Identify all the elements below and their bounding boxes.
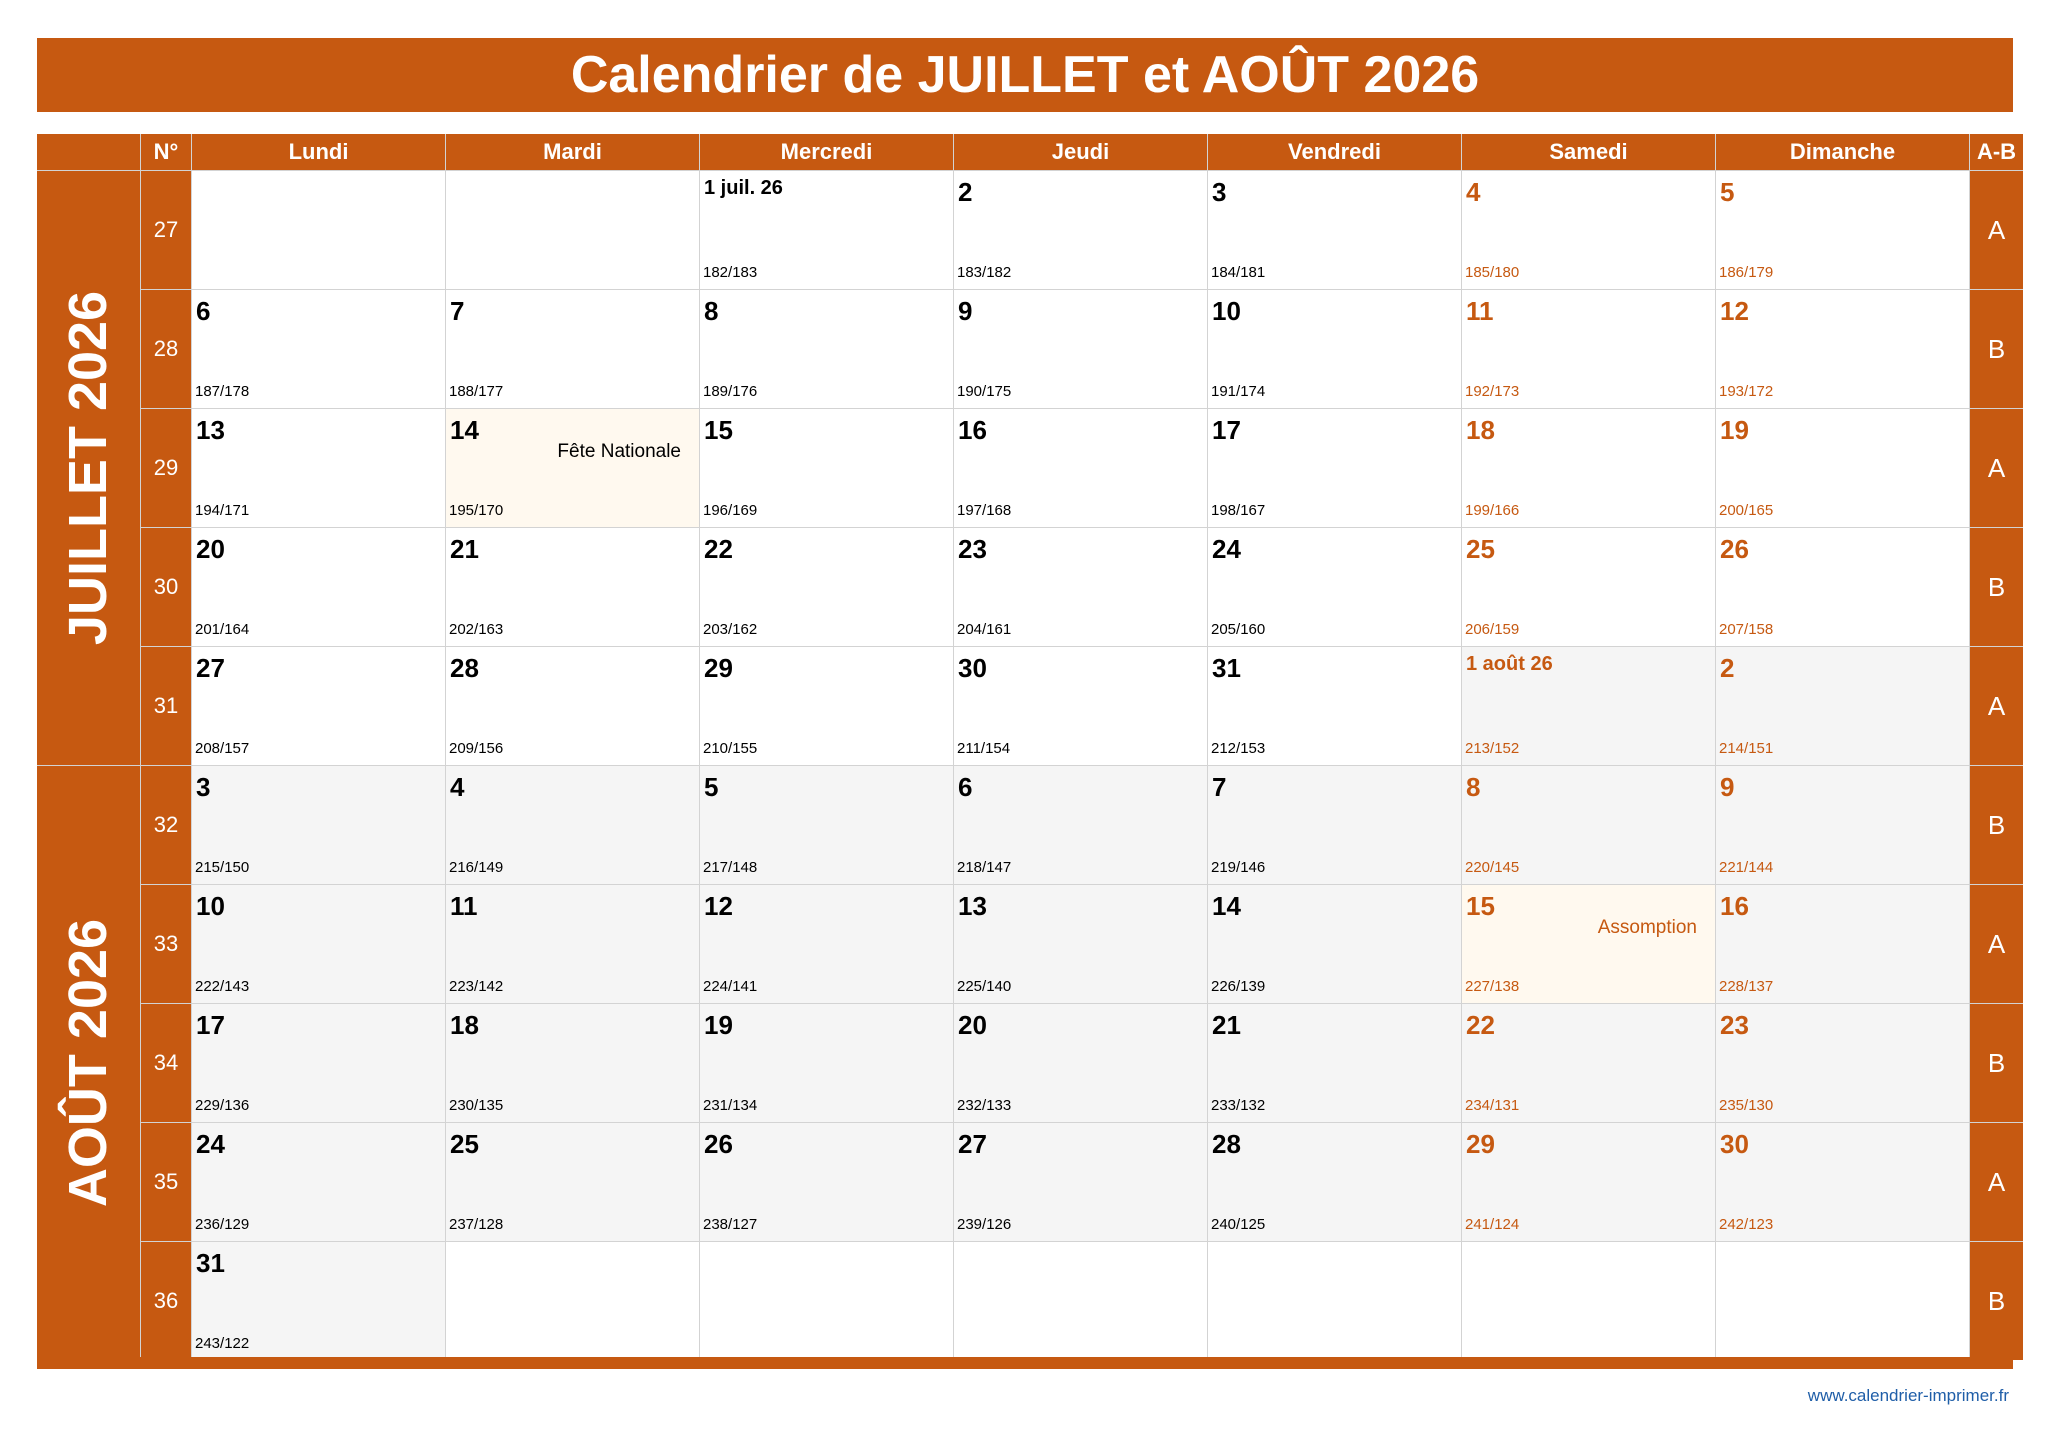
day-cell	[700, 1123, 953, 1241]
day-number: 13	[958, 891, 987, 921]
day-ordinal: 233/132	[1211, 1097, 1266, 1114]
holiday-name: Fête Nationale	[557, 441, 681, 462]
day-cell	[1716, 885, 1969, 1003]
day-ordinal: 214/151	[1719, 740, 1774, 757]
day-cell	[1716, 290, 1969, 408]
day-cell	[1716, 1123, 1969, 1241]
day-cell	[1462, 766, 1715, 884]
day-cell	[1716, 171, 1969, 289]
day-number: 31	[1212, 653, 1241, 683]
day-ordinal: 193/172	[1719, 383, 1774, 400]
day-ordinal: 227/138	[1465, 978, 1520, 995]
day-number: 16	[1720, 891, 1749, 921]
day-number: 18	[1466, 415, 1495, 445]
day-cell	[1716, 647, 1969, 765]
day-number: 29	[704, 653, 733, 683]
day-number: 6	[958, 772, 973, 802]
ab-week-label: B	[1970, 766, 2023, 884]
day-ordinal: 243/122	[195, 1335, 250, 1352]
day-number: 2	[958, 177, 973, 207]
ab-week-label: A	[1970, 647, 2023, 765]
day-ordinal: 225/140	[957, 978, 1012, 995]
day-ordinal: 210/155	[703, 740, 758, 757]
day-number: 26	[1720, 534, 1749, 564]
day-cell	[700, 766, 953, 884]
day-ordinal: 205/160	[1211, 621, 1266, 638]
empty-day-cell	[700, 1242, 953, 1360]
day-cell	[700, 528, 953, 646]
day-number: 6	[196, 296, 211, 326]
day-cell	[446, 290, 699, 408]
empty-day-cell	[1716, 1242, 1969, 1360]
day-ordinal: 182/183	[703, 264, 758, 281]
day-ordinal: 184/181	[1211, 264, 1266, 281]
day-ordinal: 208/157	[195, 740, 250, 757]
day-number: 7	[1212, 772, 1227, 802]
day-cell	[1462, 1004, 1715, 1122]
day-number: 8	[704, 296, 719, 326]
day-ordinal: 218/147	[957, 859, 1012, 876]
day-ordinal: 197/168	[957, 502, 1012, 519]
day-number: 21	[450, 534, 479, 564]
day-number: 20	[958, 1010, 987, 1040]
ab-week-label: B	[1970, 1242, 2023, 1360]
day-ordinal: 207/158	[1719, 621, 1774, 638]
day-cell	[1462, 171, 1715, 289]
day-ordinal: 222/143	[195, 978, 250, 995]
day-number: 1 juil. 26	[704, 177, 783, 199]
day-number: 20	[196, 534, 225, 564]
day-number: 23	[958, 534, 987, 564]
week-number: 34	[141, 1004, 191, 1122]
day-number: 16	[958, 415, 987, 445]
day-ordinal: 224/141	[703, 978, 758, 995]
day-cell	[192, 766, 445, 884]
day-ordinal: 198/167	[1211, 502, 1266, 519]
day-number: 14	[1212, 891, 1241, 921]
day-ordinal: 189/176	[703, 383, 758, 400]
day-ordinal: 185/180	[1465, 264, 1520, 281]
day-cell	[192, 885, 445, 1003]
day-cell	[1208, 766, 1461, 884]
day-ordinal: 223/142	[449, 978, 504, 995]
day-cell	[954, 885, 1207, 1003]
day-ordinal: 237/128	[449, 1216, 504, 1233]
day-number: 27	[958, 1129, 987, 1159]
day-header-jeudi: Jeudi	[954, 134, 1207, 170]
day-number: 31	[196, 1248, 225, 1278]
day-number: 11	[1466, 296, 1494, 326]
day-ordinal: 203/162	[703, 621, 758, 638]
day-cell	[954, 1004, 1207, 1122]
calendar-grid	[37, 134, 2023, 1360]
week-number: 27	[141, 171, 191, 289]
day-ordinal: 241/124	[1465, 1216, 1520, 1233]
day-number: 21	[1212, 1010, 1241, 1040]
empty-day-cell	[446, 1242, 699, 1360]
day-cell	[1208, 528, 1461, 646]
day-number: 15	[1466, 891, 1495, 921]
day-cell	[192, 409, 445, 527]
day-cell	[700, 409, 953, 527]
day-cell	[1208, 885, 1461, 1003]
day-header-mercredi: Mercredi	[700, 134, 953, 170]
day-ordinal: 199/166	[1465, 502, 1520, 519]
empty-day-cell	[446, 171, 699, 289]
day-ordinal: 239/126	[957, 1216, 1012, 1233]
ab-week-label: B	[1970, 528, 2023, 646]
month-label	[37, 171, 140, 765]
month-label	[37, 766, 140, 1360]
day-cell	[1462, 647, 1715, 765]
day-cell	[1716, 766, 1969, 884]
day-cell	[1208, 647, 1461, 765]
day-ordinal: 183/182	[957, 264, 1012, 281]
week-number: 28	[141, 290, 191, 408]
day-cell	[700, 885, 953, 1003]
day-number: 30	[958, 653, 987, 683]
ab-header: A-B	[1970, 134, 2023, 170]
month-label-text: AOÛT 2026	[58, 918, 119, 1208]
corner-header	[37, 134, 140, 170]
day-ordinal: 235/130	[1719, 1097, 1774, 1114]
day-cell	[954, 409, 1207, 527]
day-header-lundi: Lundi	[192, 134, 445, 170]
day-cell	[954, 528, 1207, 646]
week-number: 35	[141, 1123, 191, 1241]
day-cell	[1716, 409, 1969, 527]
day-ordinal: 219/146	[1211, 859, 1266, 876]
day-number: 8	[1466, 772, 1481, 802]
day-cell	[192, 1242, 445, 1360]
day-number: 12	[1720, 296, 1749, 326]
day-cell	[1208, 290, 1461, 408]
day-ordinal: 211/154	[957, 740, 1011, 757]
day-ordinal: 228/137	[1719, 978, 1774, 995]
day-number: 22	[704, 534, 733, 564]
day-ordinal: 187/178	[195, 383, 250, 400]
week-number: 33	[141, 885, 191, 1003]
day-ordinal: 231/134	[703, 1097, 758, 1114]
day-ordinal: 186/179	[1719, 264, 1774, 281]
week-number: 31	[141, 647, 191, 765]
day-ordinal: 221/144	[1719, 859, 1774, 876]
ab-week-label: B	[1970, 290, 2023, 408]
day-number: 10	[196, 891, 225, 921]
day-number: 24	[196, 1129, 225, 1159]
week-number: 36	[141, 1242, 191, 1360]
empty-day-cell	[1462, 1242, 1715, 1360]
day-number: 9	[958, 296, 973, 326]
website-link[interactable]: www.calendrier-imprimer.fr	[1807, 1386, 2009, 1405]
day-cell	[954, 290, 1207, 408]
day-number: 30	[1720, 1129, 1749, 1159]
day-number: 4	[1466, 177, 1481, 207]
day-ordinal: 238/127	[703, 1216, 758, 1233]
day-number: 14	[450, 415, 479, 445]
day-number: 10	[1212, 296, 1241, 326]
day-cell	[446, 1123, 699, 1241]
day-ordinal: 201/164	[195, 621, 250, 638]
day-number: 19	[704, 1010, 733, 1040]
day-number: 24	[1212, 534, 1241, 564]
empty-day-cell	[1208, 1242, 1461, 1360]
day-number: 18	[450, 1010, 479, 1040]
day-cell	[954, 1123, 1207, 1241]
day-number: 25	[450, 1129, 479, 1159]
day-cell	[446, 1004, 699, 1122]
week-number: 29	[141, 409, 191, 527]
day-cell	[446, 409, 699, 527]
day-ordinal: 230/135	[449, 1097, 504, 1114]
day-ordinal: 226/139	[1211, 978, 1266, 995]
day-ordinal: 209/156	[449, 740, 504, 757]
day-number: 17	[1212, 415, 1241, 445]
day-cell	[192, 290, 445, 408]
day-number: 15	[704, 415, 733, 445]
day-ordinal: 220/145	[1465, 859, 1520, 876]
day-number: 23	[1720, 1010, 1749, 1040]
day-ordinal: 204/161	[957, 621, 1012, 638]
day-number: 1 août 26	[1466, 653, 1553, 675]
day-ordinal: 188/177	[449, 383, 504, 400]
day-ordinal: 229/136	[195, 1097, 250, 1114]
calendar-title: Calendrier de JUILLET et AOÛT 2026	[37, 38, 2013, 112]
day-cell	[192, 528, 445, 646]
ab-week-label: A	[1970, 885, 2023, 1003]
week-number-header: N°	[141, 134, 191, 170]
week-number: 30	[141, 528, 191, 646]
day-ordinal: 190/175	[957, 383, 1012, 400]
day-cell	[1208, 171, 1461, 289]
day-number: 5	[1720, 177, 1735, 207]
day-cell	[954, 171, 1207, 289]
day-cell	[192, 647, 445, 765]
day-cell	[1462, 1123, 1715, 1241]
day-header-mardi: Mardi	[446, 134, 699, 170]
day-cell	[1208, 1123, 1461, 1241]
day-number: 3	[1212, 177, 1227, 207]
day-cell	[446, 766, 699, 884]
ab-week-label: B	[1970, 1004, 2023, 1122]
day-number: 5	[704, 772, 719, 802]
day-number: 28	[1212, 1129, 1241, 1159]
ab-week-label: A	[1970, 409, 2023, 527]
day-ordinal: 217/148	[703, 859, 758, 876]
day-cell	[700, 647, 953, 765]
day-cell	[700, 171, 953, 289]
day-number: 12	[704, 891, 733, 921]
day-ordinal: 215/150	[195, 859, 250, 876]
day-number: 13	[196, 415, 225, 445]
holiday-name: Assomption	[1597, 917, 1697, 938]
day-cell	[700, 1004, 953, 1122]
week-number: 32	[141, 766, 191, 884]
day-ordinal: 213/152	[1465, 740, 1520, 757]
day-ordinal: 240/125	[1211, 1216, 1266, 1233]
day-ordinal: 192/173	[1465, 383, 1520, 400]
day-ordinal: 202/163	[449, 621, 504, 638]
day-number: 7	[450, 296, 465, 326]
day-ordinal: 212/153	[1211, 740, 1266, 757]
day-cell	[1716, 528, 1969, 646]
day-ordinal: 234/131	[1465, 1097, 1520, 1114]
ab-week-label: A	[1970, 171, 2023, 289]
day-cell	[1462, 885, 1715, 1003]
day-header-samedi: Samedi	[1462, 134, 1715, 170]
day-cell	[1462, 409, 1715, 527]
day-cell	[192, 1123, 445, 1241]
day-ordinal: 206/159	[1465, 621, 1520, 638]
day-cell	[1208, 1004, 1461, 1122]
day-cell	[1208, 409, 1461, 527]
day-cell	[446, 528, 699, 646]
day-ordinal: 232/133	[957, 1097, 1012, 1114]
day-ordinal: 195/170	[449, 502, 504, 519]
day-number: 2	[1720, 653, 1735, 683]
day-number: 22	[1466, 1010, 1495, 1040]
day-number: 19	[1720, 415, 1749, 445]
day-number: 4	[450, 772, 465, 802]
day-ordinal: 200/165	[1719, 502, 1774, 519]
day-number: 28	[450, 653, 479, 683]
day-cell	[446, 885, 699, 1003]
day-cell	[954, 647, 1207, 765]
empty-day-cell	[954, 1242, 1207, 1360]
day-cell	[1462, 290, 1715, 408]
day-ordinal: 194/171	[195, 502, 250, 519]
day-number: 25	[1466, 534, 1495, 564]
day-ordinal: 216/149	[449, 859, 504, 876]
day-ordinal: 191/174	[1211, 383, 1266, 400]
month-label-text: JUILLET 2026	[58, 290, 119, 646]
day-header-vendredi: Vendredi	[1208, 134, 1461, 170]
day-number: 26	[704, 1129, 733, 1159]
day-header-dimanche: Dimanche	[1716, 134, 1969, 170]
day-cell	[192, 1004, 445, 1122]
empty-day-cell	[192, 171, 445, 289]
day-ordinal: 196/169	[703, 502, 758, 519]
day-ordinal: 236/129	[195, 1216, 250, 1233]
day-cell	[954, 766, 1207, 884]
day-number: 3	[196, 772, 211, 802]
day-number: 9	[1720, 772, 1735, 802]
day-cell	[446, 647, 699, 765]
day-cell	[1462, 528, 1715, 646]
day-ordinal: 242/123	[1719, 1216, 1774, 1233]
day-cell	[700, 290, 953, 408]
day-number: 11	[450, 891, 478, 921]
day-number: 17	[196, 1010, 225, 1040]
day-cell	[1716, 1004, 1969, 1122]
bottom-bar	[37, 1357, 2013, 1369]
day-number: 29	[1466, 1129, 1495, 1159]
day-number: 27	[196, 653, 225, 683]
ab-week-label: A	[1970, 1123, 2023, 1241]
